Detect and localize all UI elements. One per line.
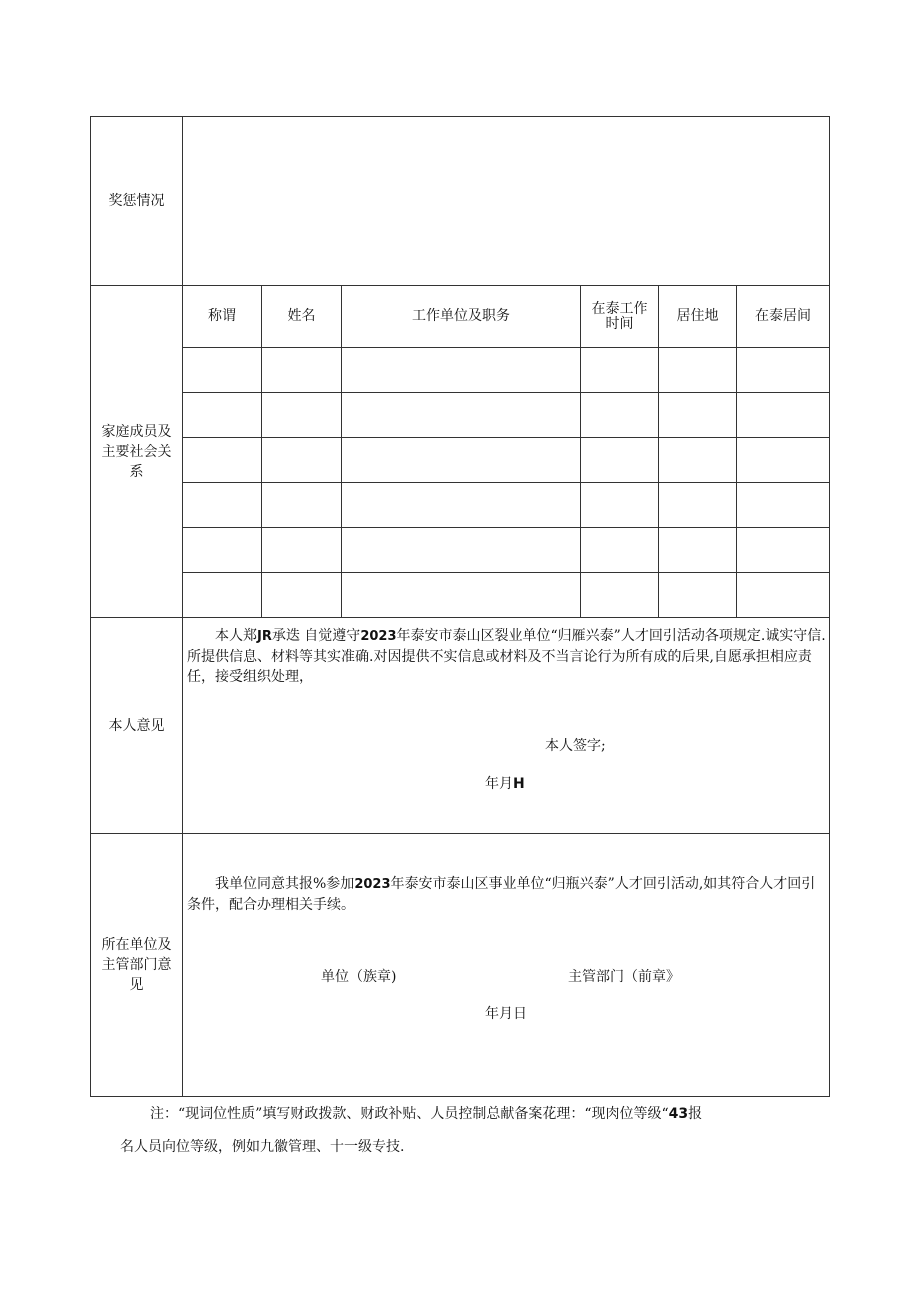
family-cell[interactable] <box>581 438 659 483</box>
statement-year: 2023 <box>360 629 397 644</box>
family-row <box>91 483 830 528</box>
self-opinion-row <box>91 618 830 834</box>
family-row <box>91 528 830 573</box>
awards-label: 奖惩情况 <box>91 117 183 286</box>
family-cell[interactable] <box>659 483 737 528</box>
footnote-text: 报 <box>688 1106 703 1122</box>
form-table <box>90 116 830 1097</box>
family-row <box>91 348 830 393</box>
family-cell[interactable] <box>183 348 262 393</box>
unit-opinion-row <box>91 834 830 1097</box>
self-opinion-cell[interactable] <box>183 618 830 834</box>
col-header-name: 姓名 <box>262 286 342 348</box>
family-cell[interactable] <box>737 393 830 438</box>
family-cell[interactable] <box>737 348 830 393</box>
statement-bold: JR <box>257 629 272 644</box>
date-bold: H <box>513 776 525 792</box>
family-cell[interactable] <box>183 483 262 528</box>
family-cell[interactable] <box>342 483 581 528</box>
family-cell[interactable] <box>737 438 830 483</box>
col-header-residence: 居住地 <box>659 286 737 348</box>
family-cell[interactable] <box>262 573 342 618</box>
family-cell[interactable] <box>581 573 659 618</box>
family-cell[interactable] <box>262 438 342 483</box>
family-row <box>91 438 830 483</box>
footnote-line-2: 名人员向位等级，例如九徽管理、十一级专技. <box>120 1139 405 1155</box>
family-cell[interactable] <box>342 528 581 573</box>
col-header-employer: 工作单位及职务 <box>342 286 581 348</box>
awards-field[interactable] <box>183 117 830 286</box>
col-header-work-time: 在泰工作时间 <box>581 286 659 348</box>
unit-opinion-date: 年月日 <box>485 1006 527 1022</box>
family-cell[interactable] <box>262 393 342 438</box>
family-cell[interactable] <box>262 528 342 573</box>
unit-stamp-label: 单位（族章) <box>321 969 397 985</box>
family-cell[interactable] <box>737 528 830 573</box>
family-cell[interactable] <box>183 438 262 483</box>
registration-form <box>90 116 829 1094</box>
unit-opinion-label: 所在单位及主管部门意见 <box>91 834 183 1097</box>
family-cell[interactable] <box>659 573 737 618</box>
statement-part: 我单位同意其报%参加 <box>215 876 355 892</box>
statement-part: 承迭 自觉遵守 <box>271 628 361 644</box>
unit-opinion-statement <box>187 874 825 915</box>
dept-stamp-label: 主管部门（前章》 <box>568 969 680 985</box>
self-opinion-content <box>183 618 829 833</box>
footnote-bold: 43 <box>668 1106 689 1122</box>
family-cell[interactable] <box>581 483 659 528</box>
family-cell[interactable] <box>659 393 737 438</box>
family-cell[interactable] <box>183 528 262 573</box>
family-cell[interactable] <box>342 438 581 483</box>
footnote <box>90 1098 830 1164</box>
footnote-line-1 <box>90 1098 830 1131</box>
col-header-relation: 称谓 <box>183 286 262 348</box>
self-opinion-label: 本人意见 <box>91 618 183 834</box>
statement-year: 2023 <box>354 877 391 892</box>
family-cell[interactable] <box>581 393 659 438</box>
family-cell[interactable] <box>737 483 830 528</box>
family-cell[interactable] <box>342 393 581 438</box>
family-cell[interactable] <box>659 438 737 483</box>
col-header-tai-residence: 在泰居间 <box>737 286 830 348</box>
family-cell[interactable] <box>183 573 262 618</box>
family-cell[interactable] <box>342 348 581 393</box>
unit-opinion-cell[interactable] <box>183 834 830 1097</box>
statement-part: 年泰安市泰山区裂业单位“归雁兴泰”人才回引活动各项规定.诚实守信.所提供信息、材料等其实准确.对因提供不实信息或材料及不当言论行为所有成的后果,自愿承担相应责任，接受组织处理， <box>187 628 826 685</box>
signature-label: 本人签字; <box>545 738 606 754</box>
date-text: 年月 <box>485 776 513 792</box>
awards-row <box>91 117 830 286</box>
family-cell[interactable] <box>342 573 581 618</box>
self-opinion-date <box>485 773 525 793</box>
family-cell[interactable] <box>737 573 830 618</box>
self-opinion-statement <box>187 626 827 687</box>
family-cell[interactable] <box>581 348 659 393</box>
family-cell[interactable] <box>262 483 342 528</box>
family-header-row <box>91 286 830 348</box>
family-cell[interactable] <box>659 348 737 393</box>
family-cell[interactable] <box>581 528 659 573</box>
family-cell[interactable] <box>183 393 262 438</box>
statement-part: 年泰安市泰山区事业单位“归瓶兴泰”人才回引活动,如其符合人才回引条件，配合办理相关手续。 <box>187 876 816 913</box>
family-row <box>91 573 830 618</box>
family-row <box>91 393 830 438</box>
statement-part: 本人郑 <box>215 628 257 644</box>
family-cell[interactable] <box>262 348 342 393</box>
footnote-text: 注：“现词位性质”填写财政拨款、财政补贴、人员控制总献备案花理：“现肉位等级“ <box>150 1106 669 1122</box>
family-cell[interactable] <box>659 528 737 573</box>
unit-opinion-content <box>183 834 829 1096</box>
family-label: 家庭成员及主要社会关系 <box>91 286 183 618</box>
